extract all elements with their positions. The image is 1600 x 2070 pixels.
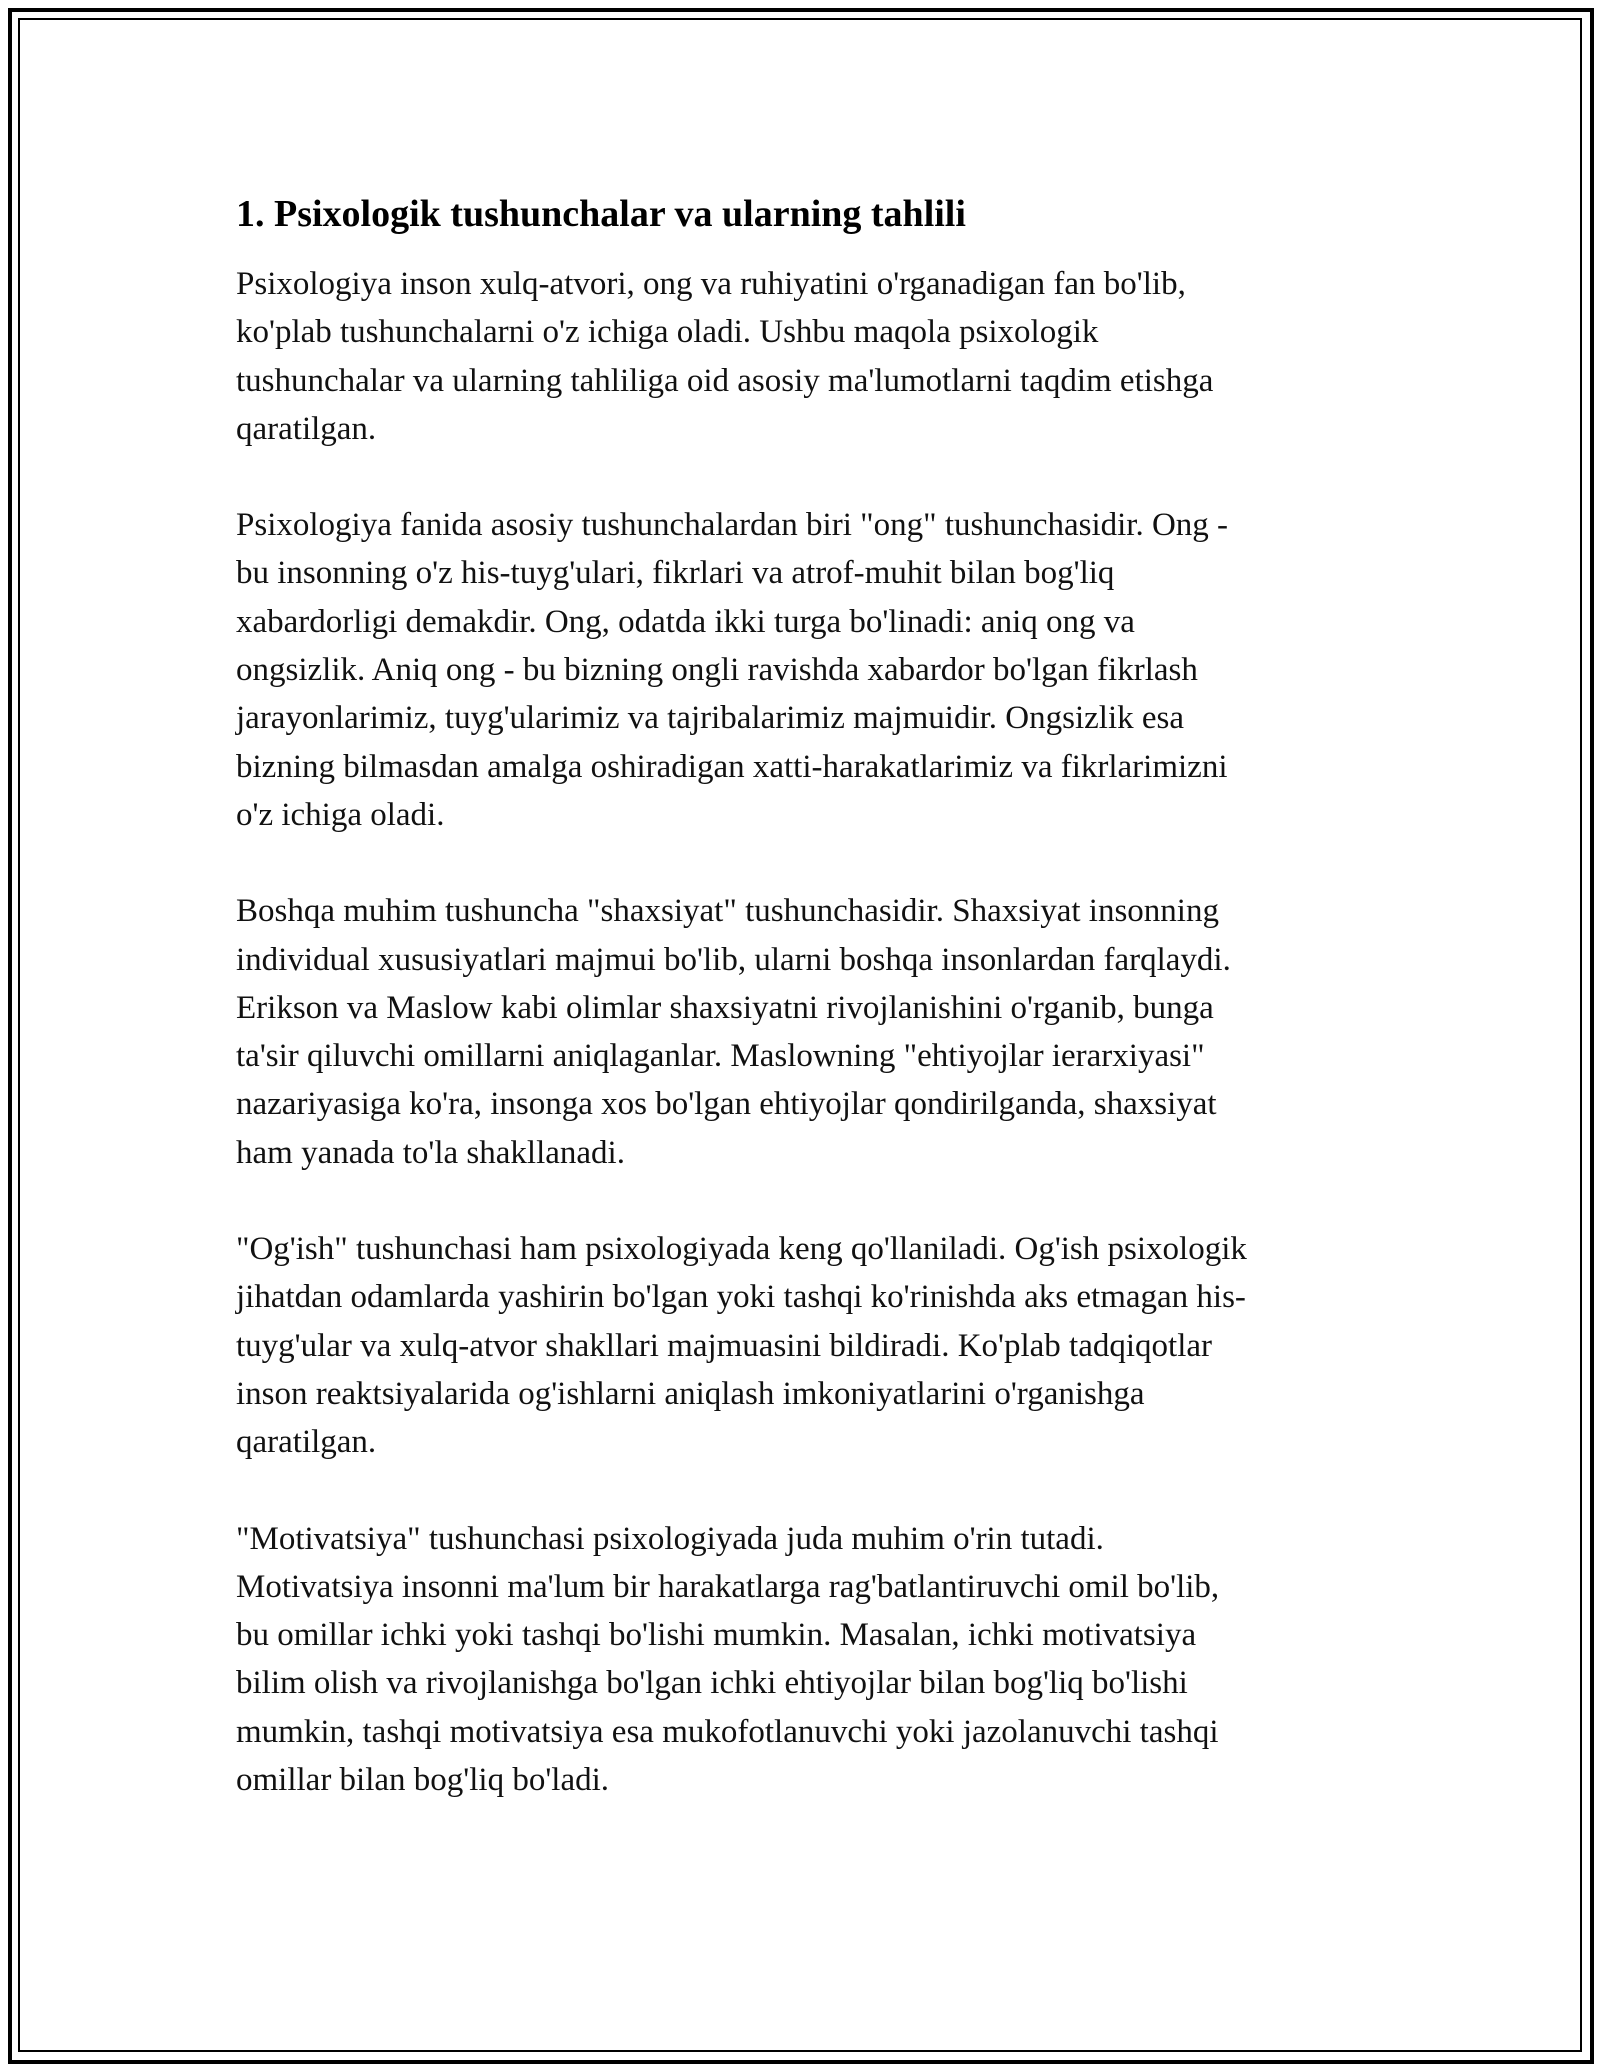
paragraph-line: Boshqa muhim tushuncha "shaxsiyat" tushunchasidir. Shaxsiyat insonning [236, 893, 1219, 930]
paragraph [236, 1515, 1366, 1805]
paragraph-list [236, 260, 1366, 1804]
paragraph-line: Psixologiya fanida asosiy tushunchalardan biri "ong" tushunchasidir. Ong - [236, 507, 1229, 544]
paragraph-line: "Motivatsiya" tushunchasi psixologiyada juda muhim o'rin tutadi. [236, 1520, 1104, 1557]
paragraph-line: jihatdan odamlarda yashirin bo'lgan yoki tashqi ko'rinishda aks etmagan his- [236, 1279, 1246, 1316]
paragraph-line: bizning bilmasdan amalga oshiradigan xatti-harakatlarimiz va fikrlarimizni [236, 748, 1228, 785]
paragraph-line: omillar bilan bog'liq bo'ladi. [236, 1762, 610, 1799]
paragraph-line: individual xususiyatlari majmui bo'lib, ularni boshqa insonlardan farqlaydi. [236, 941, 1231, 978]
document-body [236, 186, 1366, 1852]
paragraph-line: qaratilgan. [236, 1424, 377, 1461]
paragraph-line: ham yanada to'la shakllanadi. [236, 1134, 625, 1171]
paragraph-line: jarayonlarimiz, tuyg'ularimiz va tajribalarimiz majmuidir. Ongsizlik esa [236, 700, 1184, 737]
paragraph-line: xabardorligi demakdir. Ong, odatda ikki turga bo'linadi: aniq ong va [236, 603, 1135, 640]
paragraph-line: tuyg'ular va xulq-atvor shakllari majmuasini bildiradi. Ko'plab tadqiqotlar [236, 1327, 1212, 1364]
paragraph-line: o'z ichiga oladi. [236, 796, 445, 833]
paragraph [236, 1225, 1366, 1466]
paragraph-line: qaratilgan. [236, 410, 377, 447]
paragraph-line: bilim olish va rivojlanishga bo'lgan ichki ehtiyojlar bilan bog'liq bo'lishi [236, 1665, 1188, 1702]
section-heading: 1. Psixologik tushunchalar va ularning tahlili [236, 193, 966, 235]
paragraph-line: "Og'ish" tushunchasi ham psixologiyada keng qo'llaniladi. Og'ish psixologik [236, 1231, 1247, 1268]
paragraph-line: ongsizlik. Aniq ong - bu bizning ongli ravishda xabardor bo'lgan fikrlash [236, 652, 1198, 689]
paragraph-line: nazariyasiga ko'ra, insonga xos bo'lgan ehtiyojlar qondirilganda, shaxsiyat [236, 1086, 1217, 1123]
paragraph [236, 260, 1366, 453]
paragraph [236, 887, 1366, 1177]
paragraph-line: mumkin, tashqi motivatsiya esa mukofotlanuvchi yoki jazolanuvchi tashqi [236, 1713, 1219, 1750]
paragraph [236, 501, 1366, 839]
paragraph-line: ta'sir qiluvchi omillarni aniqlaganlar. Maslowning "ehtiyojlar ierarxiyasi" [236, 1038, 1205, 1075]
paragraph-line: tushunchalar va ularning tahliliga oid asosiy ma'lumotlarni taqdim etishga [236, 362, 1214, 399]
paragraph-line: bu omillar ichki yoki tashqi bo'lishi mumkin. Masalan, ichki motivatsiya [236, 1617, 1197, 1654]
paragraph-line: Psixologiya inson xulq-atvori, ong va ruhiyatini o'rganadigan fan bo'lib, [236, 266, 1186, 302]
paragraph-line: Motivatsiya insonni ma'lum bir harakatlarga rag'batlantiruvchi omil bo'lib, [236, 1568, 1220, 1605]
paragraph-line: ko'plab tushunchalarni o'z ichiga oladi. Ushbu maqola psixologik [236, 314, 1099, 351]
paragraph-line: inson reaktsiyalarida og'ishlarni aniqlash imkoniyatlarini o'rganishga [236, 1375, 1145, 1412]
paragraph-line: Erikson va Maslow kabi olimlar shaxsiyatni rivojlanishini o'rganib, bunga [236, 989, 1214, 1026]
paragraph-line: bu insonning o'z his-tuyg'ulari, fikrlari va atrof-muhit bilan bog'liq [236, 555, 1115, 592]
